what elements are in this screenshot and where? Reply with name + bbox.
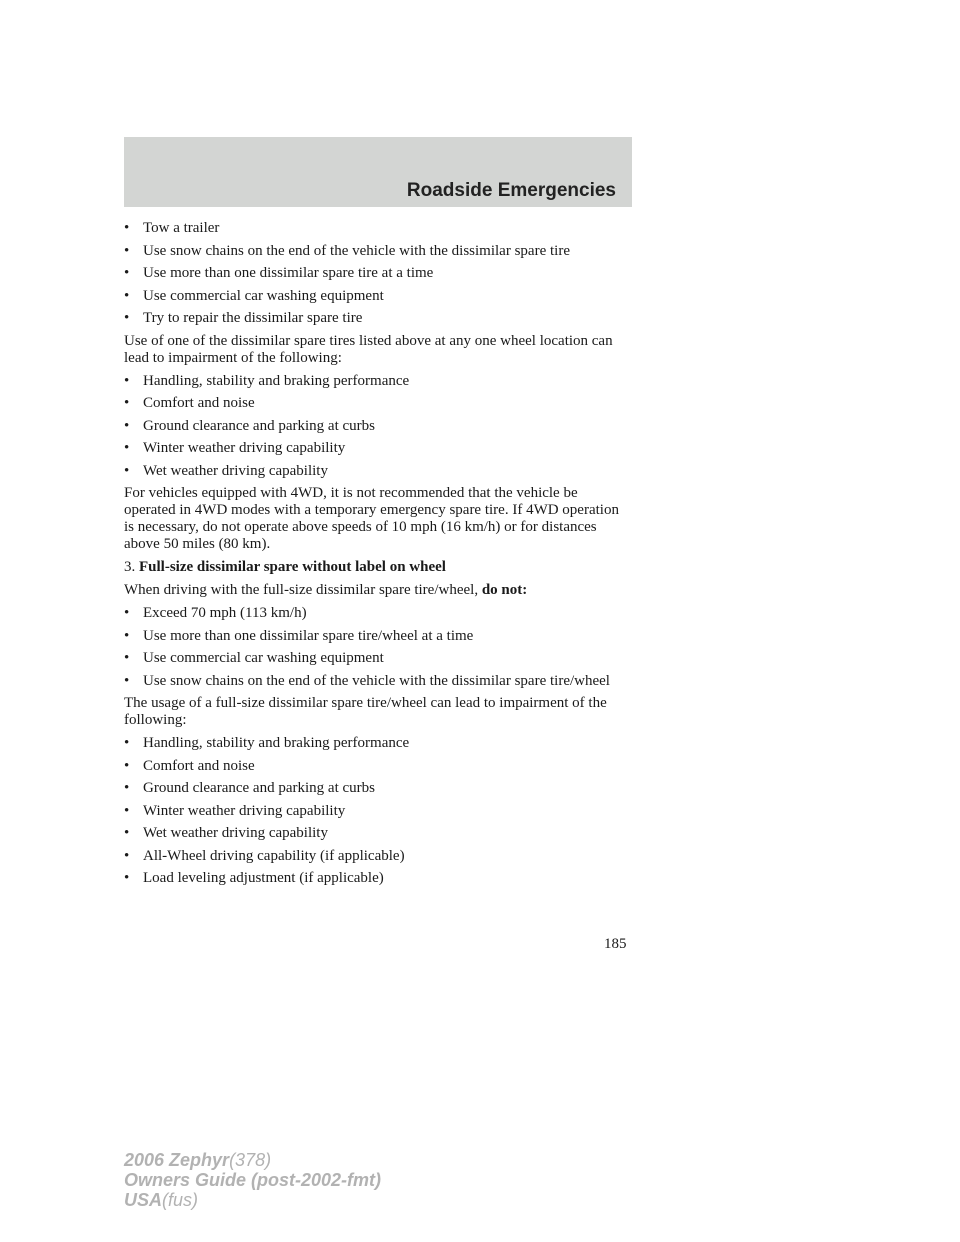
list-item: • Handling, stability and braking performance bbox=[124, 735, 410, 751]
page-content bbox=[124, 220, 624, 893]
list-item: • Use commercial car washing equipment bbox=[124, 287, 384, 304]
bullet-icon: • bbox=[124, 757, 130, 774]
list-item: • Try to repair the dissimilar spare tire bbox=[124, 310, 363, 326]
section-heading: Full-size dissimilar spare without label on wheel bbox=[139, 559, 446, 575]
list-item: • Comfort and noise bbox=[124, 757, 255, 774]
bullet-icon: • bbox=[124, 372, 130, 389]
bullet-icon: • bbox=[124, 605, 130, 621]
list-item: • Use more than one dissimilar spare tire at a time bbox=[124, 265, 434, 281]
bullet-icon: • bbox=[124, 650, 130, 666]
list-item: • Winter weather driving capability bbox=[124, 440, 346, 456]
bullet-icon: • bbox=[124, 672, 130, 689]
list-item: • Use commercial car washing equipment bbox=[124, 650, 384, 666]
list-item: • Wet weather driving capability bbox=[124, 825, 328, 841]
section-header-band bbox=[124, 137, 632, 207]
bullet-icon: • bbox=[124, 870, 130, 886]
paragraph-impairment: Use of one of the dissimilar spare tires listed above at any one wheel location can lead to impairment of the following: bbox=[124, 332, 613, 366]
bullet-icon: • bbox=[124, 287, 130, 304]
footer-line-guide: Owners Guide (post-2002-fmt) bbox=[124, 1170, 382, 1190]
list-item: • Use snow chains on the end of the vehicle with the dissimilar spare tire bbox=[124, 242, 570, 259]
bullet-icon: • bbox=[124, 462, 130, 479]
list-item: • Handling, stability and braking performance bbox=[124, 372, 410, 389]
section-title: Roadside Emergencies bbox=[406, 180, 616, 201]
page-number: 185 bbox=[604, 936, 627, 952]
bullet-list-impairment bbox=[124, 373, 624, 480]
paragraph-usage: The usage of a full-size dissimilar spare tire/wheel can lead to impairment of the following: bbox=[124, 695, 607, 728]
section-heading-3 bbox=[124, 559, 624, 576]
bullet-icon: • bbox=[124, 847, 130, 864]
bullet-icon: • bbox=[124, 440, 130, 456]
bullet-icon: • bbox=[124, 395, 130, 411]
list-item: • Wet weather driving capability bbox=[124, 462, 328, 479]
bullet-list-restrictions bbox=[124, 220, 624, 327]
list-item: • Ground clearance and parking at curbs bbox=[124, 780, 375, 796]
bullet-icon: • bbox=[124, 220, 130, 236]
bullet-icon: • bbox=[124, 802, 130, 819]
footer-line-market: USA(fus) bbox=[124, 1190, 199, 1210]
list-item: • Comfort and noise bbox=[124, 395, 255, 411]
list-item: • Winter weather driving capability bbox=[124, 802, 346, 819]
list-item: • Exceed 70 mph (113 km/h) bbox=[124, 605, 307, 621]
section-number: 3. bbox=[124, 559, 136, 575]
bullet-icon: • bbox=[124, 780, 130, 796]
list-item: • Use more than one dissimilar spare tire/wheel at a time bbox=[124, 627, 474, 644]
bullet-icon: • bbox=[124, 627, 130, 644]
bullet-icon: • bbox=[124, 735, 130, 751]
footer-line-model: 2006 Zephyr(378) bbox=[124, 1150, 272, 1170]
list-item: • Ground clearance and parking at curbs bbox=[124, 417, 375, 434]
bullet-list-full-size-restrictions bbox=[124, 605, 624, 690]
bullet-icon: • bbox=[124, 265, 130, 281]
list-item: • Use snow chains on the end of the vehicle with the dissimilar spare tire/wheel bbox=[124, 672, 610, 689]
bullet-icon: • bbox=[124, 242, 130, 259]
bullet-icon: • bbox=[124, 825, 130, 841]
emphasis-do-not: do not: bbox=[481, 582, 528, 598]
bullet-icon: • bbox=[124, 310, 130, 326]
document-footer bbox=[124, 1150, 381, 1210]
bullet-icon: • bbox=[124, 417, 130, 434]
paragraph-do-not: When driving with the full-size dissimilar spare tire/wheel, do not: bbox=[124, 582, 528, 598]
list-item: • Tow a trailer bbox=[124, 220, 220, 236]
paragraph-4wd: For vehicles equipped with 4WD, it is not recommended that the vehicle be operated in 4WD modes with a temporary emergency spare tire. If 4WD operation is necessary, do not operate above speeds of 10 mph (16 km/h) or for distances above 50 miles (80 km). bbox=[124, 485, 619, 552]
bullet-list-full-size-impairment bbox=[124, 735, 624, 887]
list-item: • All-Wheel driving capability (if applicable) bbox=[124, 847, 405, 864]
list-item: • Load leveling adjustment (if applicable) bbox=[124, 870, 384, 886]
